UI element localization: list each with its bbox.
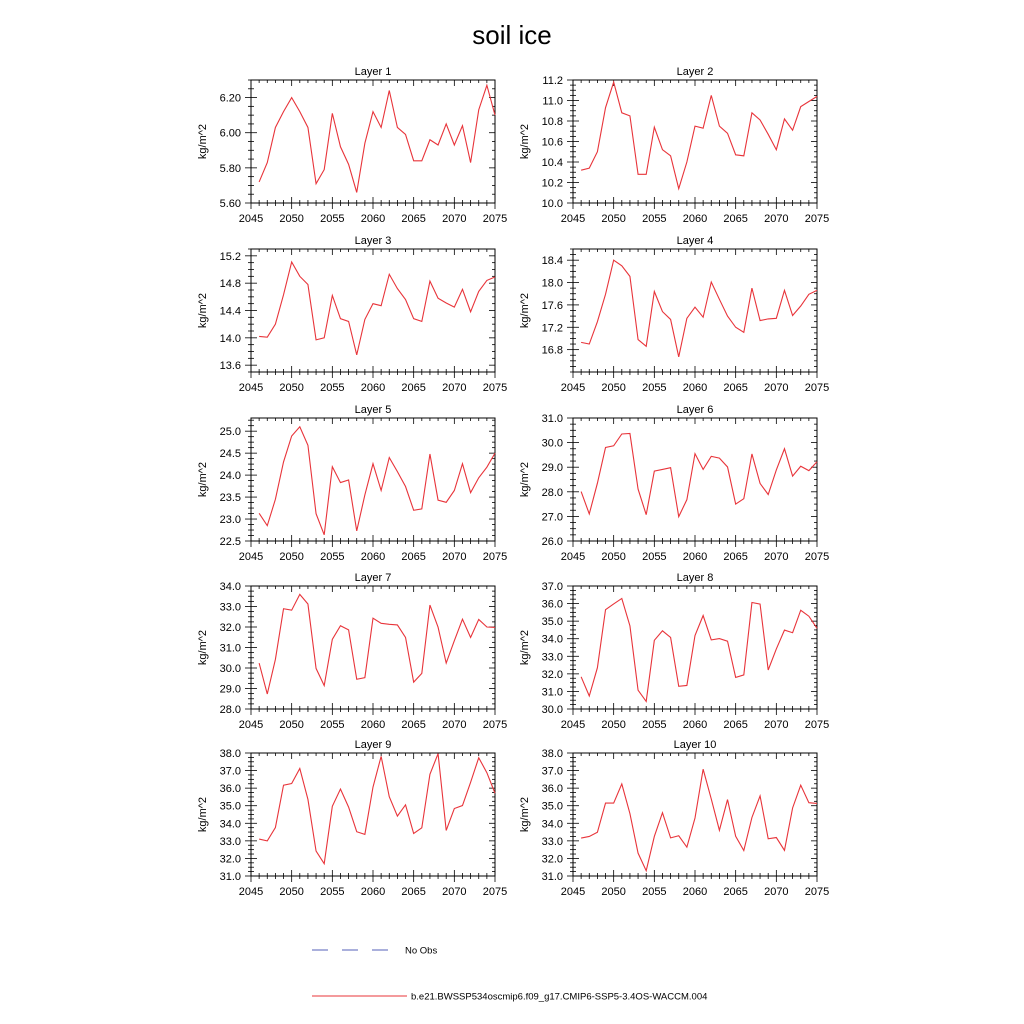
x-tick-label-layer-4: 2055 [642,382,667,394]
x-tick-label-layer-7: 2060 [360,719,386,731]
y-axis-label-layer-8: kg/m^2 [519,629,531,666]
y-tick-label-layer-10: 37.0 [541,765,563,778]
y-axis-label-layer-1: kg/m^2 [197,123,209,160]
panel-title-layer-6: Layer 6 [676,404,714,416]
y-tick-label-layer-8: 32.0 [541,668,563,681]
y-tick-label-layer-10: 35.0 [541,800,563,813]
x-tick-label-layer-2: 2075 [804,213,830,225]
series-line-layer-5 [259,427,495,535]
chart-panel-layer-5 [197,404,507,563]
x-tick-label-layer-7: 2075 [482,719,508,731]
y-tick-label-layer-2: 10.8 [541,116,563,128]
y-tick-label-layer-8: 35.0 [541,616,563,629]
chart-panel-layer-8 [519,572,829,731]
plot-frame-layer-8 [573,586,817,709]
plot-frame-layer-6 [573,418,817,541]
y-tick-label-layer-1: 6.20 [219,92,241,105]
plot-frame-layer-3 [251,249,495,372]
y-tick-label-layer-5: 23.5 [219,492,241,505]
plot-frame-layer-1 [251,80,495,203]
y-tick-label-layer-4: 16.8 [541,344,563,357]
y-tick-label-layer-4: 17.2 [541,322,563,335]
x-tick-label-layer-5: 2065 [401,551,426,563]
x-tick-label-layer-3: 2045 [238,382,264,394]
chart-panel-layer-1 [197,66,507,225]
y-tick-label-layer-1: 6.00 [219,127,241,140]
y-tick-label-layer-7: 34.0 [219,581,241,593]
y-tick-label-layer-2: 10.4 [541,157,563,169]
plot-frame-layer-4 [573,249,817,372]
y-tick-label-layer-9: 31.0 [219,871,241,883]
series-line-layer-7 [259,594,495,694]
chart-panel-layer-3 [197,235,507,394]
y-tick-label-layer-10: 36.0 [541,783,563,796]
y-tick-label-layer-8: 31.0 [541,686,563,699]
y-tick-label-layer-3: 14.0 [219,332,241,345]
x-tick-label-layer-5: 2060 [360,551,386,563]
x-tick-label-layer-8: 2050 [601,719,626,731]
y-tick-label-layer-4: 18.4 [541,255,563,268]
panel-title-layer-4: Layer 4 [676,235,714,247]
panel-title-layer-8: Layer 8 [676,572,714,584]
y-tick-label-layer-10: 33.0 [541,835,563,848]
x-tick-label-layer-8: 2060 [682,719,708,731]
legend-entry-model-run [312,992,707,1003]
plot-frame-layer-2 [573,80,817,203]
x-tick-label-layer-3: 2060 [360,382,386,394]
y-tick-label-layer-1: 5.60 [219,198,241,210]
x-tick-label-layer-5: 2075 [482,551,508,563]
x-tick-label-layer-6: 2060 [682,551,708,563]
x-tick-label-layer-6: 2070 [764,551,789,563]
y-tick-label-layer-8: 33.0 [541,651,563,664]
y-tick-label-layer-7: 29.0 [219,683,241,696]
x-tick-label-layer-10: 2075 [804,886,830,898]
chart-panel-layer-9 [197,739,507,898]
x-tick-label-layer-7: 2050 [279,719,304,731]
y-tick-label-layer-6: 29.0 [541,462,563,475]
x-tick-label-layer-3: 2075 [482,382,508,394]
y-axis-label-layer-6: kg/m^2 [519,461,531,498]
x-tick-label-layer-9: 2070 [442,886,467,898]
x-tick-label-layer-8: 2045 [560,719,586,731]
x-tick-label-layer-10: 2045 [560,886,586,898]
x-tick-label-layer-2: 2065 [723,213,748,225]
x-tick-label-layer-8: 2070 [764,719,789,731]
x-tick-label-layer-1: 2060 [360,213,386,225]
y-axis-label-layer-10: kg/m^2 [519,796,531,833]
x-tick-label-layer-10: 2050 [601,886,626,898]
y-tick-label-layer-3: 14.8 [219,278,241,291]
x-tick-label-layer-2: 2050 [601,213,626,225]
panel-grid [197,66,829,898]
legend-label-no-obs: No Obs [405,945,438,957]
x-tick-label-layer-4: 2060 [682,382,708,394]
x-tick-label-layer-5: 2050 [279,551,304,563]
x-tick-label-layer-1: 2055 [320,213,345,225]
y-tick-label-layer-5: 24.0 [219,470,241,483]
legend-entry-no-obs [312,946,437,957]
x-tick-label-layer-6: 2045 [560,551,586,563]
legend-label-model-run: b.e21.BWSSP534oscmip6.f09_g17.CMIP6-SSP5-3.4OS-WACCM.004 [411,991,708,1003]
chart-panel-layer-2 [519,66,829,225]
y-tick-label-layer-5: 23.0 [219,514,241,527]
y-tick-label-layer-1: 5.80 [219,162,241,175]
y-tick-label-layer-8: 34.0 [541,633,563,646]
panel-title-layer-9: Layer 9 [354,739,392,751]
chart-panel-layer-4 [519,235,829,394]
y-tick-label-layer-8: 30.0 [541,704,563,716]
figure-title: soil ice [472,20,552,50]
x-tick-label-layer-3: 2055 [320,382,345,394]
x-tick-label-layer-10: 2060 [682,886,708,898]
x-tick-label-layer-7: 2065 [401,719,426,731]
x-tick-label-layer-2: 2070 [764,213,789,225]
series-line-layer-6 [581,434,817,517]
y-tick-label-layer-5: 22.5 [219,536,241,548]
x-tick-label-layer-5: 2070 [442,551,467,563]
x-tick-label-layer-9: 2060 [360,886,386,898]
y-tick-label-layer-6: 30.0 [541,437,563,450]
y-tick-label-layer-7: 30.0 [219,663,241,675]
y-tick-label-layer-7: 32.0 [219,622,241,634]
panel-title-layer-3: Layer 3 [354,235,392,247]
y-axis-label-layer-3: kg/m^2 [197,292,209,329]
y-tick-label-layer-10: 31.0 [541,871,563,883]
x-tick-label-layer-1: 2050 [279,213,304,225]
x-tick-label-layer-2: 2060 [682,213,708,225]
chart-panel-layer-6 [519,404,829,563]
x-tick-label-layer-7: 2055 [320,719,345,731]
panel-title-layer-1: Layer 1 [354,66,392,78]
x-tick-label-layer-8: 2075 [804,719,830,731]
y-tick-label-layer-2: 10.6 [541,136,563,149]
y-tick-label-layer-7: 28.0 [219,704,241,716]
x-tick-label-layer-7: 2045 [238,719,264,731]
y-tick-label-layer-6: 28.0 [541,486,563,499]
x-tick-label-layer-3: 2070 [442,382,467,394]
series-line-layer-3 [259,262,495,355]
y-tick-label-layer-9: 37.0 [219,765,241,778]
y-tick-label-layer-6: 27.0 [541,511,563,524]
x-tick-label-layer-9: 2055 [320,886,345,898]
y-tick-label-layer-9: 38.0 [219,748,241,760]
chart-panel-layer-7 [197,572,507,731]
x-tick-label-layer-4: 2075 [804,382,830,394]
plot-frame-layer-10 [573,753,817,876]
y-tick-label-layer-3: 13.6 [219,360,241,373]
x-tick-label-layer-5: 2055 [320,551,345,563]
plot-frame-layer-7 [251,586,495,709]
y-axis-label-layer-9: kg/m^2 [197,796,209,833]
y-tick-label-layer-5: 25.0 [219,426,241,439]
y-tick-label-layer-3: 15.2 [219,250,241,263]
x-tick-label-layer-6: 2075 [804,551,830,563]
y-tick-label-layer-10: 34.0 [541,818,563,831]
x-tick-label-layer-4: 2065 [723,382,748,394]
panel-title-layer-5: Layer 5 [354,404,392,416]
y-axis-label-layer-7: kg/m^2 [197,629,209,666]
series-line-layer-10 [581,769,817,871]
y-tick-label-layer-4: 18.0 [541,277,563,290]
x-tick-label-layer-4: 2045 [560,382,586,394]
x-tick-label-layer-7: 2070 [442,719,467,731]
x-tick-label-layer-10: 2055 [642,886,667,898]
y-axis-label-layer-4: kg/m^2 [519,292,531,329]
y-tick-label-layer-7: 33.0 [219,601,241,614]
x-tick-label-layer-1: 2075 [482,213,508,225]
x-tick-label-layer-6: 2055 [642,551,667,563]
panel-title-layer-10: Layer 10 [673,739,717,751]
y-tick-label-layer-8: 37.0 [541,581,563,593]
x-tick-label-layer-9: 2065 [401,886,426,898]
y-tick-label-layer-2: 10.0 [541,198,563,210]
x-tick-label-layer-2: 2045 [560,213,586,225]
y-tick-label-layer-2: 10.2 [541,177,563,190]
x-tick-label-layer-9: 2045 [238,886,264,898]
y-tick-label-layer-8: 36.0 [541,598,563,611]
chart-panel-layer-10 [519,739,829,898]
x-tick-label-layer-3: 2065 [401,382,426,394]
legend [312,946,707,1003]
series-line-layer-8 [581,598,817,701]
x-tick-label-layer-2: 2055 [642,213,667,225]
y-tick-label-layer-6: 31.0 [541,413,563,425]
y-axis-label-layer-2: kg/m^2 [519,123,531,160]
panel-title-layer-7: Layer 7 [354,572,392,584]
x-tick-label-layer-10: 2070 [764,886,789,898]
x-tick-label-layer-6: 2050 [601,551,626,563]
y-tick-label-layer-3: 14.4 [219,305,241,318]
y-tick-label-layer-5: 24.5 [219,448,241,461]
panel-title-layer-2: Layer 2 [676,66,714,78]
x-tick-label-layer-5: 2045 [238,551,264,563]
y-tick-label-layer-9: 33.0 [219,835,241,848]
series-line-layer-9 [259,754,495,864]
y-tick-label-layer-2: 11.0 [542,95,563,108]
x-tick-label-layer-4: 2050 [601,382,626,394]
plot-frame-layer-9 [251,753,495,876]
plot-frame-layer-5 [251,418,495,541]
x-tick-label-layer-6: 2065 [723,551,748,563]
x-tick-label-layer-9: 2050 [279,886,304,898]
y-tick-label-layer-2: 11.2 [542,75,563,87]
y-tick-label-layer-9: 35.0 [219,800,241,813]
x-tick-label-layer-8: 2065 [723,719,748,731]
x-tick-label-layer-3: 2050 [279,382,304,394]
series-line-layer-2 [581,82,817,189]
series-line-layer-1 [259,85,495,192]
x-tick-label-layer-4: 2070 [764,382,789,394]
x-tick-label-layer-10: 2065 [723,886,748,898]
y-tick-label-layer-6: 26.0 [541,536,563,548]
x-tick-label-layer-1: 2065 [401,213,426,225]
series-line-layer-4 [581,260,817,357]
x-tick-label-layer-1: 2070 [442,213,467,225]
y-tick-label-layer-9: 36.0 [219,783,241,796]
y-tick-label-layer-10: 32.0 [541,853,563,866]
y-axis-label-layer-5: kg/m^2 [197,461,209,498]
x-tick-label-layer-9: 2075 [482,886,508,898]
y-tick-label-layer-10: 38.0 [541,748,563,760]
y-tick-label-layer-4: 17.6 [541,299,563,312]
y-tick-label-layer-7: 31.0 [219,642,241,655]
x-tick-label-layer-1: 2045 [238,213,264,225]
y-tick-label-layer-9: 34.0 [219,818,241,831]
y-tick-label-layer-9: 32.0 [219,853,241,866]
x-tick-label-layer-8: 2055 [642,719,667,731]
